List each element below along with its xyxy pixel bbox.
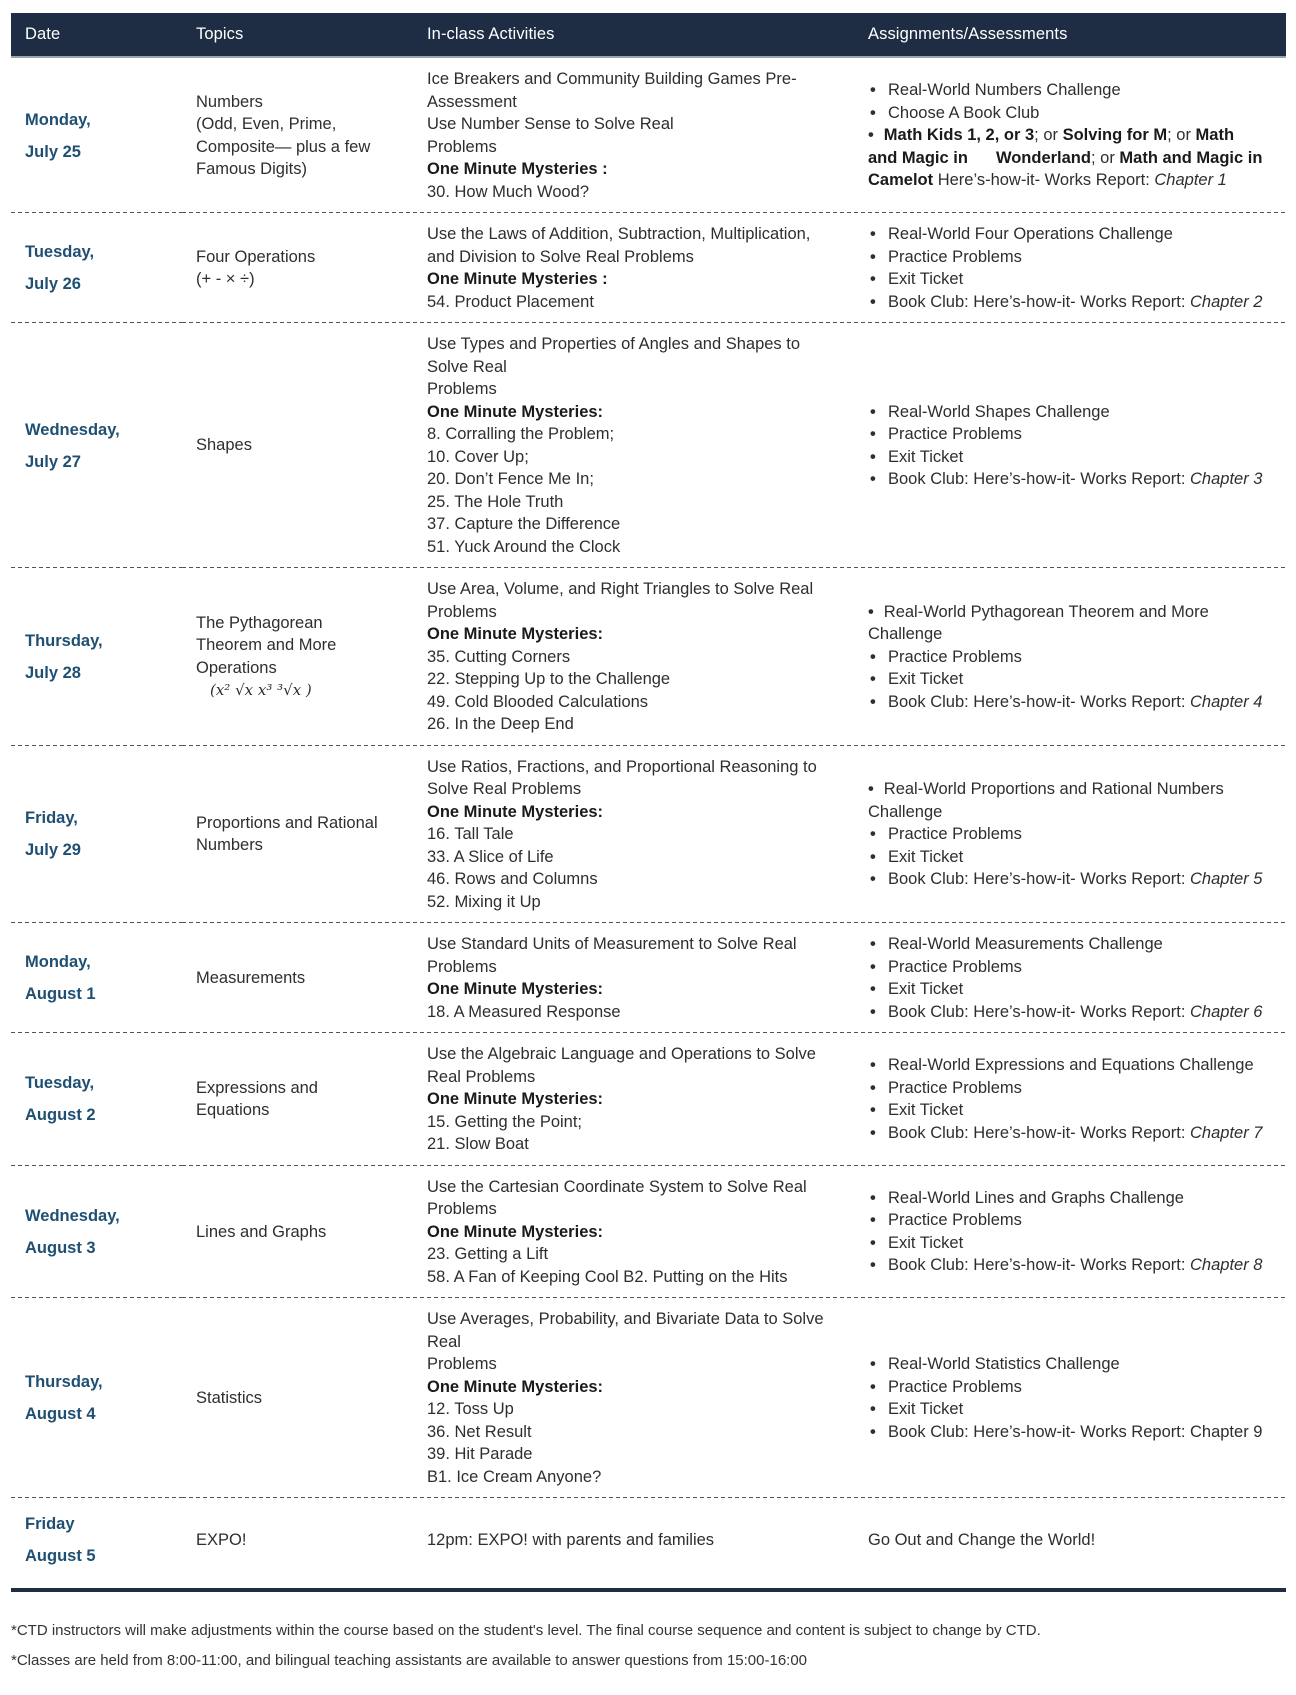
activity-line: Use Ratios, Fractions, and Proportional Reasoning to (427, 757, 817, 776)
table-row (11, 213, 1286, 323)
date-label: August 4 (25, 1405, 96, 1423)
book-club-text: Math (1195, 126, 1235, 145)
activities-cell (413, 568, 854, 746)
header-activities: In-class Activities (413, 13, 854, 58)
book-club-text: Book Club: Here’s-how-it- Works Report: (888, 292, 1190, 311)
date-cell (11, 568, 182, 746)
book-club-text: Math Kids 1, 2, or 3 (883, 126, 1035, 145)
mystery-item: 46. Rows and Columns (427, 870, 598, 888)
assignment-list (868, 401, 1272, 491)
topic-line: (+ - × ÷) (196, 270, 255, 288)
assignment-list (868, 601, 1272, 714)
assignment-item-book-club (868, 291, 1272, 314)
mystery-item: 39. Hit Parade (427, 1445, 533, 1463)
topic-cell (182, 1166, 413, 1299)
topic-line: Proportions and Rational (196, 813, 378, 832)
assignments-cell (854, 923, 1286, 1033)
assignment-list (868, 933, 1272, 1023)
weekday-label: Monday, (25, 953, 91, 971)
assignments-cell (854, 568, 1286, 746)
assignment-item: • Real-World Measurements Challenge (868, 933, 1272, 956)
book-club-text: Book Club: Here’s-how-it- Works Report: (888, 870, 1190, 888)
assignment-item-book-club (868, 1122, 1272, 1145)
book-club-text: Solving for M (1062, 126, 1168, 145)
assignment-item: • Practice Problems (868, 423, 1272, 446)
assignment-item-book-club (868, 468, 1272, 491)
activity-line: and Division to Solve Real Problems (427, 247, 694, 266)
topic-line: Composite— plus a few (196, 137, 371, 156)
date-cell (11, 58, 182, 213)
activity-line: Use the Laws of Addition, Subtraction, Multiplication, (427, 225, 811, 243)
weekday-label: Thursday, (25, 631, 103, 650)
assignment-item: • Real-World Lines and Graphs Challenge (868, 1187, 1272, 1210)
book-club-text: Book Club: Here’s-how-it- Works Report: (888, 470, 1190, 488)
assignment-text: Challenge (868, 802, 943, 821)
table-row (11, 746, 1286, 924)
mystery-item: 37. Capture the Difference (427, 515, 621, 533)
assignment-item: • Practice Problems (868, 823, 1272, 846)
book-club-chapter: Chapter 3 (1190, 470, 1263, 488)
assignment-item: • Real-World Shapes Challenge (868, 401, 1272, 424)
mystery-item: 18. A Measured Response (427, 1002, 621, 1021)
topic-cell (182, 923, 413, 1033)
assignment-item: • Exit Ticket (868, 1232, 1272, 1255)
topic-math-notation: (x² √x x³ ³√x ) (210, 681, 312, 700)
table-row (11, 58, 1286, 213)
assignment-item: • Practice Problems (868, 246, 1272, 269)
topic-line: Four Operations (196, 247, 316, 266)
assignment-list (868, 223, 1272, 313)
mystery-item: 23. Getting a Lift (427, 1245, 549, 1263)
date-label: August 5 (25, 1547, 96, 1565)
mystery-item: 8. Corralling the Problem; (427, 425, 615, 443)
mystery-item: 16. Tall Tale (427, 825, 514, 843)
book-club-text: Here’s-how-it- Works Report: (933, 171, 1155, 190)
assignment-list (868, 1187, 1272, 1277)
header-date: Date (11, 13, 182, 58)
date-cell (11, 1498, 182, 1582)
assignments-cell (854, 1033, 1286, 1166)
book-club-text: Wonderland (995, 148, 1091, 167)
assignments-cell (854, 58, 1286, 213)
assignments-cell (854, 323, 1286, 568)
table-row (11, 1166, 1286, 1299)
weekday-label: Wednesday, (25, 420, 120, 439)
activity-line: Use Number Sense to Solve Real (427, 115, 674, 133)
topic-line: Statistics (196, 1388, 263, 1407)
date-label: August 3 (25, 1238, 96, 1257)
mystery-item: 20. Don’t Fence Me In; (427, 470, 594, 488)
activity-line: Solve Real Problems (427, 780, 582, 798)
assignment-item: • Real-World Statistics Challenge (868, 1353, 1272, 1376)
activities-cell (413, 213, 854, 323)
assignment-text: Real-World Proportions and Rational Numbers (883, 780, 1224, 798)
topic-line: Numbers (196, 92, 263, 111)
assignment-item-book-club (868, 868, 1272, 891)
activity-line: Problems (427, 137, 497, 156)
assignment-item: • Practice Problems (868, 1376, 1272, 1399)
mystery-item: 21. Slow Boat (427, 1135, 529, 1153)
assignment-item (868, 778, 1272, 823)
assignment-list (868, 79, 1272, 192)
mysteries-label: One Minute Mysteries : (427, 270, 608, 288)
date-cell (11, 213, 182, 323)
activity-line: Use the Cartesian Coordinate System to Solve Real (427, 1177, 807, 1196)
mystery-item: 25. The Hole Truth (427, 492, 564, 511)
activities-cell (413, 1166, 854, 1299)
footnote-class-hours: *Classes are held from 8:00-11:00, and bilingual teaching assistants are available to answer questions from 15:00-16:00 (11, 1652, 808, 1669)
mystery-item: 10. Cover Up; (427, 447, 529, 466)
assignment-list (868, 1353, 1272, 1443)
mystery-item: 54. Product Placement (427, 292, 594, 311)
table-row (11, 1033, 1286, 1166)
assignments-cell (854, 213, 1286, 323)
topic-line: Equations (196, 1101, 270, 1120)
closing-assignment: Go Out and Change the World! (868, 1530, 1096, 1549)
activity-line: Solve Real (427, 357, 507, 376)
date-label: July 25 (25, 142, 81, 161)
mystery-item: 58. A Fan of Keeping Cool B2. Putting on the Hits (427, 1267, 788, 1286)
date-cell (11, 323, 182, 568)
topic-cell (182, 323, 413, 568)
table-row (11, 323, 1286, 568)
activity-line: Use Area, Volume, and Right Triangles to Solve Real (427, 580, 814, 598)
date-cell (11, 923, 182, 1033)
assignment-item (868, 601, 1272, 646)
assignment-item: • Exit Ticket (868, 978, 1272, 1001)
assignment-item: • Practice Problems (868, 1077, 1272, 1100)
assignment-text: Real-World Pythagorean Theorem and More (883, 602, 1209, 621)
mysteries-label: One Minute Mysteries: (427, 625, 604, 643)
date-cell (11, 1298, 182, 1498)
mystery-item: 30. How Much Wood? (427, 182, 590, 201)
assignment-item: • Real-World Expressions and Equations Challenge (868, 1054, 1272, 1077)
topic-line: Lines and Graphs (196, 1222, 327, 1241)
date-label: August 2 (25, 1106, 96, 1125)
activity-line: Use the Algebraic Language and Operations to Solve (427, 1045, 816, 1063)
schedule-table (11, 13, 1286, 1582)
mystery-item: 52. Mixing it Up (427, 892, 541, 911)
book-club-text: ; or (1034, 126, 1063, 145)
topic-line: Theorem and More (196, 636, 337, 655)
mysteries-label: One Minute Mysteries: (427, 1090, 604, 1108)
date-cell (11, 746, 182, 924)
assignment-item: • Choose A Book Club (868, 102, 1272, 125)
topic-line: Measurements (196, 968, 306, 987)
assignment-item: • Real-World Numbers Challenge (868, 79, 1272, 102)
assignment-item: • Exit Ticket (868, 1099, 1272, 1122)
assignment-item: • Practice Problems (868, 646, 1272, 669)
mysteries-label: One Minute Mysteries: (427, 402, 604, 421)
book-club-text: and Magic in (868, 148, 968, 167)
mystery-item: 35. Cutting Corners (427, 647, 571, 666)
assignment-item: • Exit Ticket (868, 846, 1272, 869)
date-label: July 27 (25, 452, 81, 471)
activity-line: Use Types and Properties of Angles and Shapes to (427, 335, 801, 353)
weekday-label: Tuesday, (25, 243, 95, 261)
mysteries-label: One Minute Mysteries: (427, 1377, 604, 1396)
book-club-text: Camelot (868, 171, 934, 190)
mystery-item: 36. Net Result (427, 1422, 532, 1441)
mysteries-label: One Minute Mysteries: (427, 802, 604, 821)
book-club-text: Book Club: Here’s-how-it- Works Report: (888, 1256, 1190, 1275)
book-club-text: Math and Magic in (1119, 148, 1263, 167)
assignment-list (868, 1054, 1272, 1144)
topic-cell (182, 58, 413, 213)
activities-cell (413, 746, 854, 924)
table-row (11, 1498, 1286, 1582)
mystery-item: 12. Toss Up (427, 1400, 514, 1418)
assignment-item: • Practice Problems (868, 1209, 1272, 1232)
book-club-text: Chapter 1 (1154, 171, 1227, 190)
activity-line: Problems (427, 957, 497, 976)
assignment-item-book-club (868, 691, 1272, 714)
table-bottom-rule (11, 1588, 1286, 1592)
date-label: July 28 (25, 663, 81, 682)
activities-cell (413, 1498, 854, 1582)
assignment-item: • Exit Ticket (868, 446, 1272, 469)
weekday-label: Friday, (25, 809, 78, 828)
date-label: August 1 (25, 985, 96, 1003)
table-header-row (11, 13, 1286, 58)
activities-cell (413, 323, 854, 568)
assignment-item-book-club (868, 1001, 1272, 1024)
activity-line: Use Averages, Probability, and Bivariate Data to Solve (427, 1310, 824, 1328)
activity-line: Problems (427, 1355, 497, 1373)
footnote-adjustments: *CTD instructors will make adjustments within the course based on the student's level. The final course sequence and content is subject to change by CTD. (11, 1622, 1041, 1639)
assignment-item: • Exit Ticket (868, 668, 1272, 691)
activity-line: Real (427, 1332, 461, 1351)
table-row (11, 568, 1286, 746)
mystery-item: 49. Cold Blooded Calculations (427, 692, 649, 711)
activity-line: Problems (427, 1200, 497, 1218)
book-club-text: Book Club: Here’s-how-it- Works Report: (888, 1123, 1190, 1142)
assignment-item: • Book Club: Here’s-how-it- Works Report: Chapter 9 (868, 1421, 1272, 1444)
assignments-cell (854, 1166, 1286, 1299)
assignments-cell (854, 746, 1286, 924)
activities-cell (413, 1298, 854, 1498)
schedule-body (11, 58, 1286, 1582)
assignment-item: • Real-World Four Operations Challenge (868, 223, 1272, 246)
mysteries-label: One Minute Mysteries : (427, 160, 608, 178)
topic-line: Operations (196, 658, 277, 677)
mystery-item: 15. Getting the Point; (427, 1112, 583, 1131)
book-club-chapter: Chapter 6 (1190, 1002, 1263, 1021)
mysteries-label: One Minute Mysteries: (427, 1222, 604, 1241)
mystery-item: 22. Stepping Up to the Challenge (427, 670, 671, 688)
activity-line: Problems (427, 602, 497, 621)
topic-line: The Pythagorean (196, 613, 323, 632)
weekday-label: Tuesday, (25, 1074, 95, 1093)
topic-cell (182, 213, 413, 323)
weekday-label: Thursday, (25, 1373, 103, 1391)
activity-line: Use Standard Units of Measurement to Solve Real (427, 935, 797, 953)
assignments-cell (854, 1298, 1286, 1498)
activity-line: Ice Breakers and Community Building Games Pre- (427, 70, 797, 88)
activity-line: Problems (427, 380, 497, 398)
book-club-chapter: Chapter 8 (1190, 1256, 1263, 1275)
activities-cell (413, 58, 854, 213)
assignment-item-book-club (868, 1254, 1272, 1277)
weekday-label: Monday, (25, 110, 91, 129)
book-club-text: ; or (1167, 126, 1196, 145)
mystery-item: 33. A Slice of Life (427, 847, 554, 866)
header-assignments: Assignments/Assessments (854, 13, 1286, 58)
book-club-chapter: Chapter 2 (1190, 292, 1263, 311)
assignment-item: • Exit Ticket (868, 268, 1272, 291)
mystery-item: 51. Yuck Around the Clock (427, 537, 621, 556)
activities-cell (413, 923, 854, 1033)
assignment-text: Challenge (868, 625, 943, 643)
book-club-chapter: Chapter 4 (1190, 692, 1263, 711)
book-club-text: Book Club: Here’s-how-it- Works Report: (888, 1002, 1190, 1021)
book-club-text: ; or (1090, 148, 1120, 167)
header-topics: Topics (182, 13, 413, 58)
date-label: July 29 (25, 841, 81, 860)
weekday-label: Wednesday, (25, 1206, 120, 1225)
date-cell (11, 1166, 182, 1299)
activity-line: Assessment (427, 92, 517, 111)
topic-cell (182, 568, 413, 746)
activity-line: Real Problems (427, 1067, 536, 1086)
book-club-chapter: Chapter 7 (1190, 1123, 1263, 1142)
assignment-list (868, 778, 1272, 891)
activity-line: 12pm: EXPO! with parents and families (427, 1530, 715, 1549)
topic-line: EXPO! (196, 1530, 247, 1549)
topic-line: Famous Digits) (196, 160, 307, 178)
date-label: July 26 (25, 275, 81, 293)
table-row (11, 923, 1286, 1033)
topic-line: Shapes (196, 436, 252, 455)
mystery-item: B1. Ice Cream Anyone? (427, 1467, 602, 1486)
date-cell (11, 1033, 182, 1166)
topic-cell (182, 1033, 413, 1166)
topic-line: Numbers (196, 836, 263, 855)
assignment-item-book-club (868, 124, 1272, 192)
topic-line: Expressions and (196, 1078, 318, 1097)
topic-cell (182, 746, 413, 924)
table-row (11, 1298, 1286, 1498)
book-club-chapter: Chapter 5 (1190, 870, 1263, 888)
assignments-cell (854, 1498, 1286, 1582)
assignment-item: • Practice Problems (868, 956, 1272, 979)
mysteries-label: One Minute Mysteries: (427, 980, 604, 998)
topic-cell (182, 1298, 413, 1498)
mystery-item: 26. In the Deep End (427, 715, 574, 733)
book-club-text: Book Club: Here’s-how-it- Works Report: (888, 692, 1190, 711)
activities-cell (413, 1033, 854, 1166)
topic-line: (Odd, Even, Prime, (196, 115, 337, 133)
weekday-label: Friday (25, 1515, 75, 1533)
topic-cell (182, 1498, 413, 1582)
assignment-item: • Exit Ticket (868, 1398, 1272, 1421)
